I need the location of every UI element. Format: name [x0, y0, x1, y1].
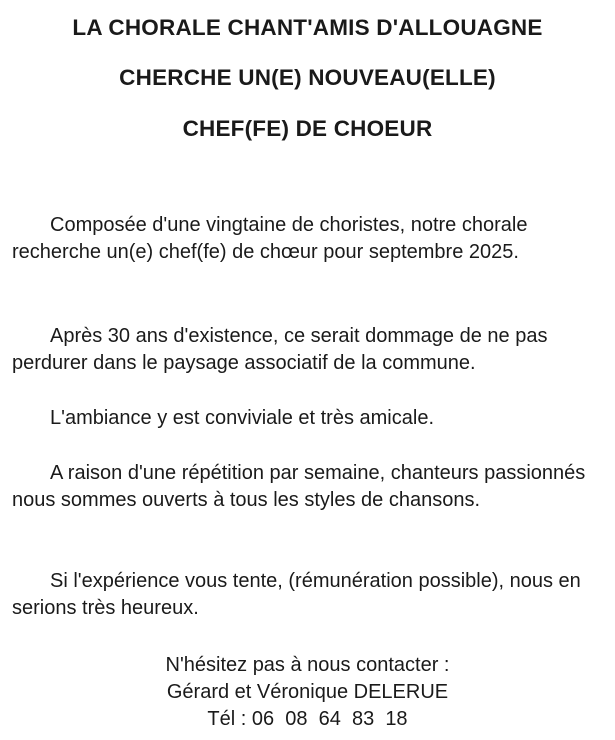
contact-block [0, 652, 615, 733]
paragraph-text: L'ambiance y est conviviale et très amicale. [50, 407, 434, 429]
paragraph-ambiance [12, 405, 612, 432]
paragraph-text: A raison d'une répétition par semaine, chanteurs passionnés nous sommes ouverts à tous les styles de chansons. [12, 462, 586, 511]
heading-line-1: LA CHORALE CHANT'AMIS D'ALLOUAGNE [72, 15, 543, 40]
contact-phone: Tél : 06 08 64 83 18 [207, 708, 408, 730]
heading-line-3: CHEF(FE) DE CHOEUR [182, 116, 433, 141]
heading-line-2: CHERCHE UN(E) NOUVEAU(ELLE) [119, 65, 496, 90]
paragraph-rehearsal [12, 460, 612, 513]
contact-intro: N'hésitez pas à nous contacter : [165, 654, 450, 676]
paragraph-text: Composée d'une vingtaine de choristes, notre chorale recherche un(e) chef(fe) de chœur pour septembre 2025. [12, 214, 528, 263]
paragraph-text: Si l'expérience vous tente, (rémunération possible), nous en serions très heureux. [12, 570, 581, 619]
contact-names: Gérard et Véronique DELERUE [166, 681, 449, 703]
paragraph-invitation [12, 568, 612, 621]
paragraph-text: Après 30 ans d'existence, ce serait dommage de ne pas perdurer dans le paysage associatif de la commune. [12, 325, 548, 374]
paragraph-existence [12, 323, 612, 376]
paragraph-composition [12, 212, 612, 265]
